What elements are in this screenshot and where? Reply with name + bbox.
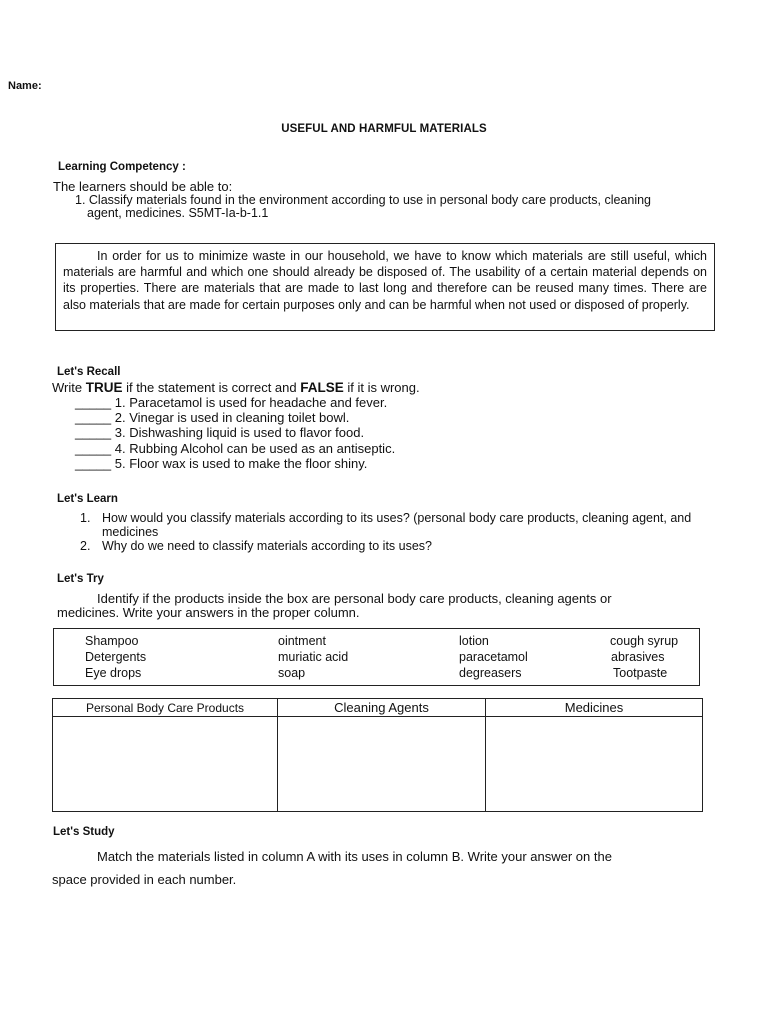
learn-list (80, 511, 722, 553)
product-item: muriatic acid (278, 650, 349, 664)
answer-cell-medicines[interactable] (486, 717, 703, 812)
recall-instr-true: TRUE (85, 380, 123, 395)
product-item: abrasives (611, 650, 665, 664)
competency-heading: Learning Competency : (58, 161, 186, 173)
answer-table (52, 698, 703, 812)
learn-item-number: 1. (80, 511, 91, 525)
product-item: Eye drops (85, 666, 142, 680)
study-text-line2: space provided in each number. (52, 872, 237, 887)
product-item: Shampoo (85, 634, 139, 648)
column-header-medicines: Medicines (486, 699, 703, 717)
learn-item (80, 511, 722, 539)
product-item: Detergents (85, 650, 147, 664)
study-text-line1: Match the materials listed in column A with its uses in column B. Write your answer on the (97, 849, 612, 864)
recall-item: _____ 3. Dishwashing liquid is used to flavor food. (75, 425, 365, 441)
competency-lead: The learners should be able to: (53, 179, 233, 194)
recall-item: _____ 4. Rubbing Alcohol can be used as an antiseptic. (75, 440, 396, 456)
recall-instr-post: if it is wrong. (343, 380, 420, 395)
learn-item-text: How would you classify materials according to its uses? (personal body care products, cleaning agent, and medicines (102, 511, 692, 539)
competency-item-line1: 1. Classify materials found in the environment according to use in personal body care products, cleaning (75, 193, 652, 207)
column-header-cleaning: Cleaning Agents (278, 699, 486, 717)
recall-instr-mid: if the statement is correct and (122, 380, 301, 395)
competency-item-line2: agent, medicines. S5MT-Ia-b-1.1 (87, 206, 269, 220)
products-box (53, 628, 700, 686)
try-instr-line2: medicines. Write your answers in the proper column. (57, 605, 360, 620)
product-item: paracetamol (459, 650, 528, 664)
recall-instr-false: FALSE (300, 380, 344, 395)
recall-instr-pre: Write (52, 380, 86, 395)
product-item: ointment (278, 634, 326, 648)
product-item: degreasers (459, 666, 522, 680)
recall-instructions (52, 380, 420, 395)
learn-heading: Let's Learn (57, 493, 118, 505)
study-heading: Let's Study (53, 826, 115, 838)
answer-cell-body-care[interactable] (53, 717, 278, 812)
recall-item: _____ 1. Paracetamol is used for headache and fever. (75, 395, 388, 410)
recall-item: _____ 2. Vinegar is used in cleaning toilet bowl. (75, 410, 350, 426)
answer-cell-cleaning[interactable] (278, 717, 486, 812)
product-item: soap (278, 666, 306, 680)
product-item: Tootpaste (613, 666, 668, 680)
try-heading: Let's Try (57, 573, 104, 585)
learn-item-number: 2. (80, 539, 91, 553)
intro-paragraph: In order for us to minimize waste in our household, we have to know which materials are still useful, which materials are harmful and which one should already be disposed of. The usability of a certain material depends on its properties. There are materials that are made to last long and therefore can be reused many times. There are also materials that are made for certain purposes only and can be harmful when not used or disposed of properly. (63, 249, 707, 312)
product-item: lotion (459, 634, 489, 648)
page-title: USEFUL AND HARMFUL MATERIALS (281, 123, 487, 135)
name-label: Name: (8, 80, 42, 92)
learn-item-text: Why do we need to classify materials according to its uses? (102, 539, 433, 553)
product-item: cough syrup (610, 634, 679, 648)
column-header-body-care: Personal Body Care Products (53, 699, 278, 717)
recall-list (75, 395, 395, 471)
intro-box (55, 243, 715, 331)
study-text (52, 845, 712, 891)
recall-item: _____ 5. Floor wax is used to make the floor shiny. (75, 455, 368, 471)
learn-item (80, 539, 722, 553)
try-instr-line1: Identify if the products inside the box are personal body care products, cleaning agents or (97, 591, 612, 606)
recall-heading: Let's Recall (57, 366, 121, 378)
